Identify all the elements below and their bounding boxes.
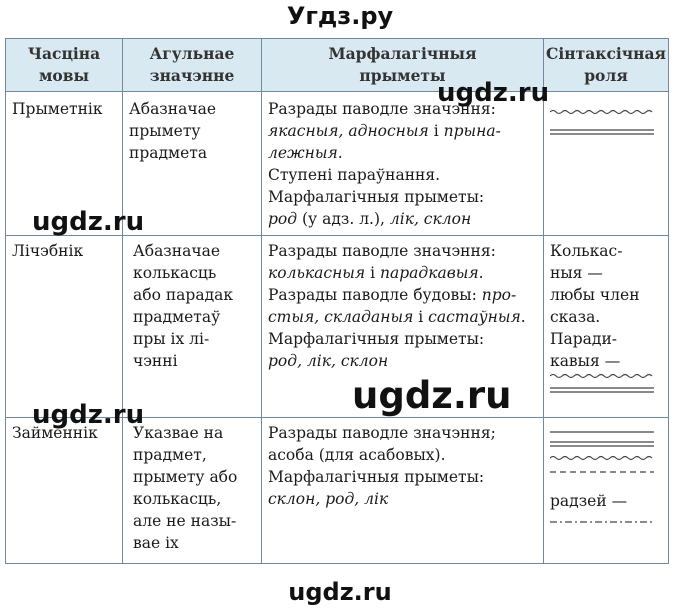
parts-of-speech-table — [5, 38, 669, 564]
header-morphological-features: Марфалагічныя прыметы — [262, 39, 544, 92]
header-general-meaning: Агульнае значэнне — [123, 39, 262, 92]
dash-dot-underline-icon — [550, 516, 654, 528]
sentence-member-underlines-icon — [550, 428, 654, 484]
wavy-double-underline-icon — [550, 372, 654, 402]
table-row — [6, 418, 669, 564]
meaning-cell: Указвае на прадмет, прымету або колькасць, але не назы- вае іх — [123, 418, 262, 564]
header-part-of-speech: Часціна мовы — [6, 39, 123, 92]
table-row — [6, 236, 669, 418]
site-title: Угдз.ру — [286, 2, 394, 30]
watermark: ugdz.ru — [32, 400, 145, 430]
watermark: ugdz.ru — [352, 374, 512, 417]
meaning-cell: Абазначае колькасць або парадак прадметаў пры іх лі- чэнні — [123, 236, 262, 418]
part-cell: Займеннік — [6, 418, 123, 564]
meaning-cell: Абазначае прымету прадмета — [123, 92, 262, 236]
role-cell: Колькас- ныя — любы член сказа. Паради- кавыя — — [544, 236, 669, 418]
morph-cell: Разрады паводле значэння: якасныя, адносныя і прына- лежныя. Ступені параўнання. Марфалагічныя прыметы: род (у адз. л.), лік, склон — [262, 92, 544, 236]
header-syntactic-role: Сінтаксічная роля — [544, 39, 669, 92]
header-row — [6, 39, 669, 92]
watermark: ugdz.ru — [437, 78, 550, 108]
role-cell — [544, 92, 669, 236]
part-cell: Прыметнік — [6, 92, 123, 236]
site-footer: ugdz.ru — [288, 578, 392, 606]
wavy-double-underline-icon — [550, 106, 654, 142]
role-cell: радзей — — [544, 418, 669, 564]
watermark: ugdz.ru — [32, 207, 145, 237]
morph-cell: Разрады паводле значэння; асоба (для асабовых). Марфалагічныя прыметы: склон, род, лік — [262, 418, 544, 564]
morph-cell: Разрады паводле значэння: колькасныя і парадкавыя. Разрады паводле будовы: про- стыя, складаныя і састаўныя. Марфалагічныя прыметы: род, лік, склон — [262, 236, 544, 418]
part-cell: Лічэбнік — [6, 236, 123, 418]
